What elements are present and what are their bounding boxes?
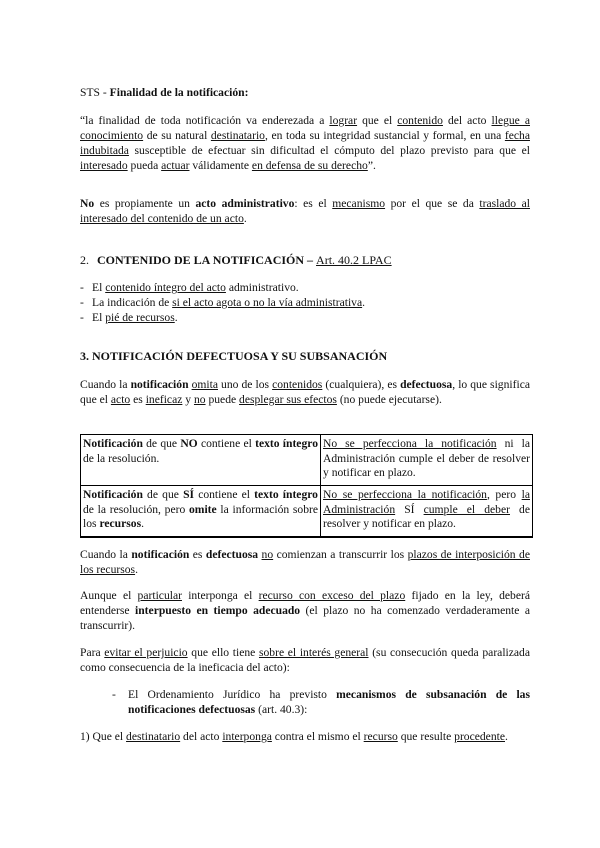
quote-underline: lograr: [329, 114, 358, 127]
cell-text: la información sobre los: [83, 502, 318, 530]
aunque-underline: recurso con exceso del plazo: [258, 589, 406, 602]
item-1-text: que resulte: [397, 730, 455, 743]
quote-text: del acto: [442, 114, 492, 127]
cell-underline: la Administración: [323, 488, 530, 516]
omita-text: uno de los: [218, 378, 273, 391]
cell-bold: NO: [180, 437, 198, 450]
list-text: .: [174, 311, 178, 324]
aunque-paragraph: [80, 588, 530, 633]
sub-item-text: (art. 40.3):: [255, 703, 308, 716]
quote-underline: interesado: [80, 159, 128, 172]
table-cell: [81, 486, 321, 538]
cell-underline: No se perfecciona la notificación: [323, 437, 497, 450]
table-row: [81, 435, 533, 486]
no-acto-text: por el que se da: [385, 197, 480, 210]
plazos-text: es: [189, 548, 206, 561]
table-cell: [321, 435, 533, 486]
item-1-paragraph: [80, 729, 530, 744]
list-text: La indicación de: [92, 296, 173, 309]
item-1-underline: destinatario: [126, 730, 181, 743]
section-2-list: [80, 280, 530, 325]
quote-underline: llegue a conocimiento: [80, 114, 530, 142]
cell-bold: texto íntegro: [255, 437, 318, 450]
plazos-underline: plazos de interposición de los recursos: [80, 548, 530, 576]
quote-underline: actuar: [161, 159, 190, 172]
section-3-heading: [80, 349, 530, 364]
item-1-underline: procedente: [454, 730, 505, 743]
cell-text: SÍ: [395, 502, 424, 516]
list-underline: si el acto agota o no la vía administrativa: [172, 296, 363, 309]
aunque-underline: particular: [137, 589, 182, 602]
evitar-text: Para: [80, 646, 105, 659]
quote-text: que el: [357, 114, 398, 127]
cell-text: de que: [142, 437, 181, 450]
no-acto-underline: mecanismo: [332, 197, 386, 210]
section-2-ref: Art. 40.2 LPAC: [316, 253, 392, 267]
cell-bold: texto íntegro: [254, 488, 318, 501]
cell-text: ni la Administración cumple el deber de resolver y notificar en plazo.: [323, 437, 530, 479]
cell-bold: recursos: [99, 517, 142, 530]
plazos-paragraph: [80, 547, 530, 577]
omita-text: (cualquiera), es: [322, 378, 401, 391]
section-2-title: CONTENIDO DE LA NOTIFICACIÓN –: [97, 253, 317, 267]
no-acto-bold: No: [80, 197, 95, 210]
sub-item-paragraph: [128, 687, 530, 717]
omita-underline: ineficaz: [145, 393, 183, 406]
no-acto-bold: acto administrativo: [195, 197, 295, 210]
plazos-bold: notificación: [131, 548, 190, 561]
list-item: [80, 310, 530, 325]
cell-text: contiene el: [197, 437, 256, 450]
evitar-paragraph: [80, 645, 530, 675]
section-3-title: 3. NOTIFICACIÓN DEFECTUOSA Y SU SUBSANACIÓN: [80, 349, 388, 363]
no-acto-text: es propiamente un: [94, 197, 196, 210]
item-1-text: contra el mismo el: [271, 730, 364, 743]
cell-text: de la resolución.: [83, 451, 160, 465]
aunque-text: fijado en la ley, deberá entenderse: [80, 589, 530, 617]
quote-underline: contenido: [397, 114, 443, 127]
cell-underline: No se perfecciona la notificación: [323, 488, 487, 501]
evitar-text: (su consecución queda paralizada como consecuencia de la ineficacia del acto):: [80, 646, 531, 674]
list-underline: pié de recursos: [105, 311, 175, 324]
quote-text: de su natural: [143, 129, 211, 142]
omita-text: (no puede ejecutarse).: [336, 393, 442, 406]
sub-item-dash: -: [112, 688, 116, 701]
cell-text: contiene el: [194, 488, 255, 501]
item-1-text: 1) Que el: [80, 730, 127, 743]
omita-text: , lo que significa que el: [80, 378, 530, 406]
quote-underline: fecha indubitada: [80, 129, 530, 157]
evitar-underline: evitar el perjuicio: [104, 646, 188, 659]
quote-text: válidamente: [189, 159, 252, 172]
list-text: .: [362, 296, 366, 309]
list-text: El: [92, 311, 106, 324]
omita-text: es: [130, 393, 146, 406]
list-text: administrativo.: [225, 281, 299, 294]
sts-title: Finalidad de la notificación:: [109, 86, 249, 99]
plazos-underline: no: [261, 548, 274, 561]
plazos-text: Cuando la: [80, 548, 132, 561]
table-cell: [81, 435, 321, 486]
section-2-number: 2.: [80, 253, 89, 267]
quote-text: “la finalidad de toda notificación va enderezada a: [80, 114, 330, 127]
sts-heading: [80, 85, 530, 100]
omita-underline: no: [193, 393, 206, 406]
omita-underline: contenidos: [272, 378, 323, 391]
omita-bold: defectuosa: [400, 378, 453, 391]
sts-prefix: STS -: [80, 86, 110, 99]
cell-bold: Notificación: [83, 437, 143, 450]
item-1-text: .: [505, 730, 508, 743]
omita-bold: notificación: [130, 378, 189, 391]
list-text: El: [92, 281, 106, 294]
section-2-heading: [80, 253, 530, 268]
quote-text: pueda: [127, 159, 162, 172]
omita-paragraph: [80, 377, 530, 407]
cell-text: de la resolución, pero: [83, 502, 189, 516]
aunque-bold: interpuesto en tiempo adecuado: [135, 604, 301, 617]
plazos-bold: defectuosa: [205, 548, 259, 561]
omita-text: puede: [205, 393, 240, 406]
item-1-underline: recurso: [363, 730, 398, 743]
cell-bold: SÍ: [183, 488, 195, 501]
no-acto-underline: traslado al interesado del contenido de un acto: [80, 197, 530, 225]
cell-text: , pero: [486, 488, 522, 501]
aunque-text: interponga el: [181, 589, 259, 602]
cell-text: de que: [142, 488, 184, 501]
cell-underline: cumple el deber: [423, 502, 510, 516]
evitar-underline: sobre el interés general: [258, 646, 369, 659]
cell-text: de resolver y notificar en plazo.: [323, 502, 530, 530]
quote-text: , en toda su integridad sustancial y formal, en una: [264, 129, 505, 142]
evitar-text: que ello tiene: [187, 646, 259, 659]
omita-text: Cuando la: [80, 378, 131, 391]
omita-text: y: [182, 393, 194, 406]
item-1-underline: interponga: [222, 730, 272, 743]
aunque-text: Aunque el: [80, 589, 138, 602]
quote-text: ”.: [367, 159, 376, 172]
cell-bold: Notificación: [83, 488, 143, 501]
item-1-text: del acto: [180, 730, 223, 743]
no-acto-text: : es el: [294, 197, 333, 210]
omita-underline: acto: [110, 393, 131, 406]
notification-table: [80, 434, 533, 538]
plazos-text: .: [135, 563, 138, 576]
list-item: [80, 280, 530, 295]
omita-underline: desplegar sus efectos: [239, 393, 337, 406]
list-underline: contenido íntegro del acto: [105, 281, 226, 294]
cell-text: .: [141, 517, 144, 530]
quote-paragraph: [80, 113, 530, 173]
omita-underline: omita: [191, 378, 218, 391]
sub-item-text: El Ordenamiento Jurídico ha previsto: [128, 688, 337, 701]
aunque-text: (el plazo no ha comenzado verdaderamente a transcurrir).: [80, 604, 530, 632]
table-row: [81, 486, 533, 538]
quote-text: susceptible de efectuar sin dificultad el cómputo del plazo previsto para que el: [128, 144, 530, 157]
list-item: [80, 295, 530, 310]
no-acto-paragraph: [80, 196, 530, 226]
cell-bold: omite: [189, 502, 217, 516]
sub-item-bold: mecanismos de subsanación de las notificaciones defectuosas: [128, 688, 530, 716]
table-cell: [321, 486, 533, 538]
no-acto-text: .: [243, 212, 247, 225]
quote-underline: destinatario: [210, 129, 265, 142]
plazos-text: comienzan a transcurrir los: [273, 548, 408, 561]
quote-underline: en defensa de su derecho: [251, 159, 368, 172]
